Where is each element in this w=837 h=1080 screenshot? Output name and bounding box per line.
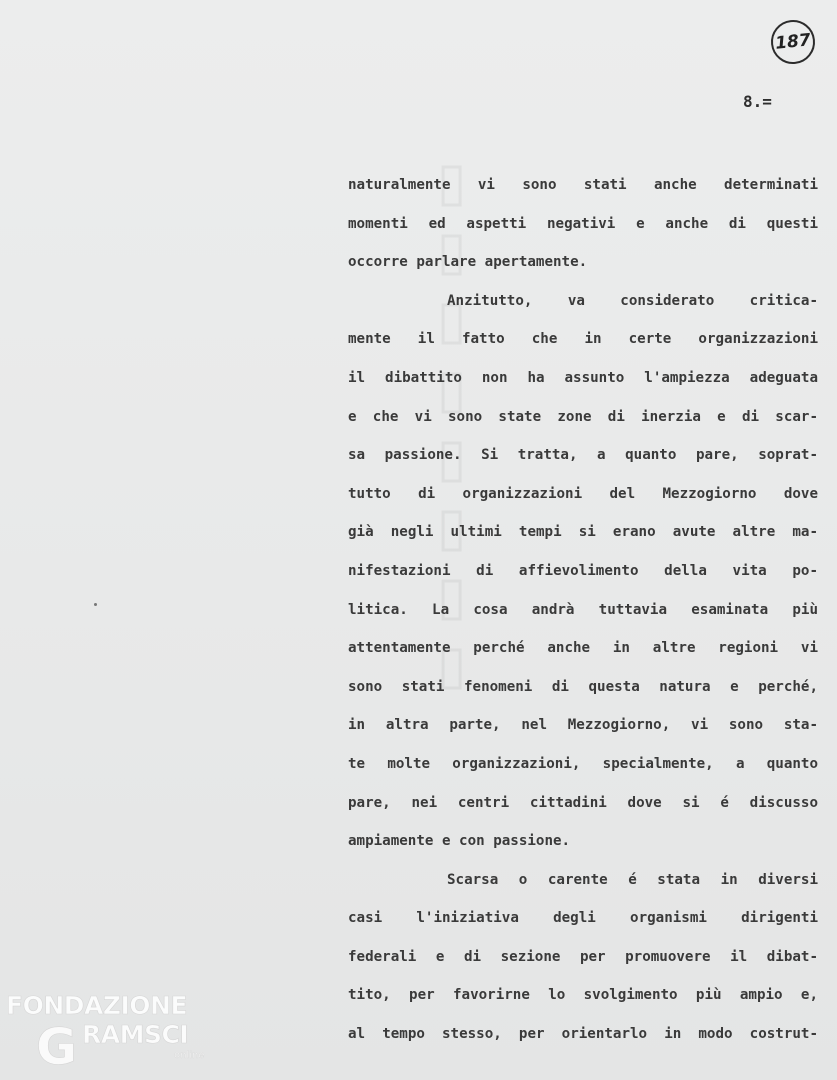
- text-line: già negli ultimi tempi si erano avute altre ma-: [348, 524, 818, 541]
- logo-line-ramsci: RAMSCI: [82, 1020, 189, 1049]
- logo-line-fondazione: FONDAZIONE: [6, 991, 188, 1020]
- text-line: tito, per favorirne lo svolgimento più ampio e,: [348, 987, 818, 1004]
- text-line: federali e di sezione per promuovere il dibat-: [348, 948, 818, 965]
- fondazione-gramsci-logo: [6, 990, 206, 1070]
- text-line: momenti ed aspetti negativi e anche di questi: [348, 215, 818, 232]
- text-line: naturalmente vi sono stati anche determinati: [348, 177, 818, 193]
- logo-line-online: online: [174, 1050, 205, 1061]
- text-line: mente il fatto che in certe organizzazioni: [348, 331, 818, 348]
- typed-text-body: [348, 170, 818, 1058]
- text-line: sono stati fenomeni di questa natura e perché,: [348, 678, 818, 695]
- text-line: Scarsa o carente é stata in diversi: [447, 871, 818, 888]
- page-number: 8.=: [743, 92, 772, 111]
- text-line: Anzitutto, va considerato critica-: [447, 292, 818, 309]
- text-line: casi l'iniziativa degli organismi dirigenti: [348, 910, 818, 927]
- text-line: occorre parlare apertamente.: [348, 254, 588, 271]
- text-line: te molte organizzazioni, specialmente, a quanto: [348, 755, 818, 772]
- text-line: attentamente perché anche in altre regioni vi: [348, 640, 818, 657]
- text-line: in altra parte, nel Mezzogiorno, vi sono sta-: [348, 717, 818, 734]
- text-line: nifestazioni di affievolimento della vita po-: [348, 562, 818, 579]
- text-line: il dibattito non ha assunto l'ampiezza adeguata: [348, 369, 818, 386]
- text-line: litica. La cosa andrà tuttavia esaminata più: [348, 601, 818, 618]
- archive-number-stamp: [769, 18, 817, 66]
- archive-number-text: 187: [774, 30, 812, 54]
- archive-watermark: ▯▯▯▯▯▯▯▯: [420, 150, 483, 702]
- text-line: sa passione. Si tratta, a quanto pare, soprat-: [348, 447, 818, 464]
- text-line: e che vi sono state zone di inerzia e di scar-: [348, 408, 818, 425]
- text-line: pare, nei centri cittadini dove si é discusso: [348, 794, 818, 811]
- text-line: ampiamente e con passione.: [348, 833, 571, 850]
- text-line: al tempo stesso, per orientarlo in modo costrut-: [348, 1026, 818, 1043]
- paper-speck: [94, 603, 97, 606]
- logo-initial-g: G: [36, 1018, 78, 1070]
- text-line: tutto di organizzazioni del Mezzogiorno dove: [348, 485, 818, 502]
